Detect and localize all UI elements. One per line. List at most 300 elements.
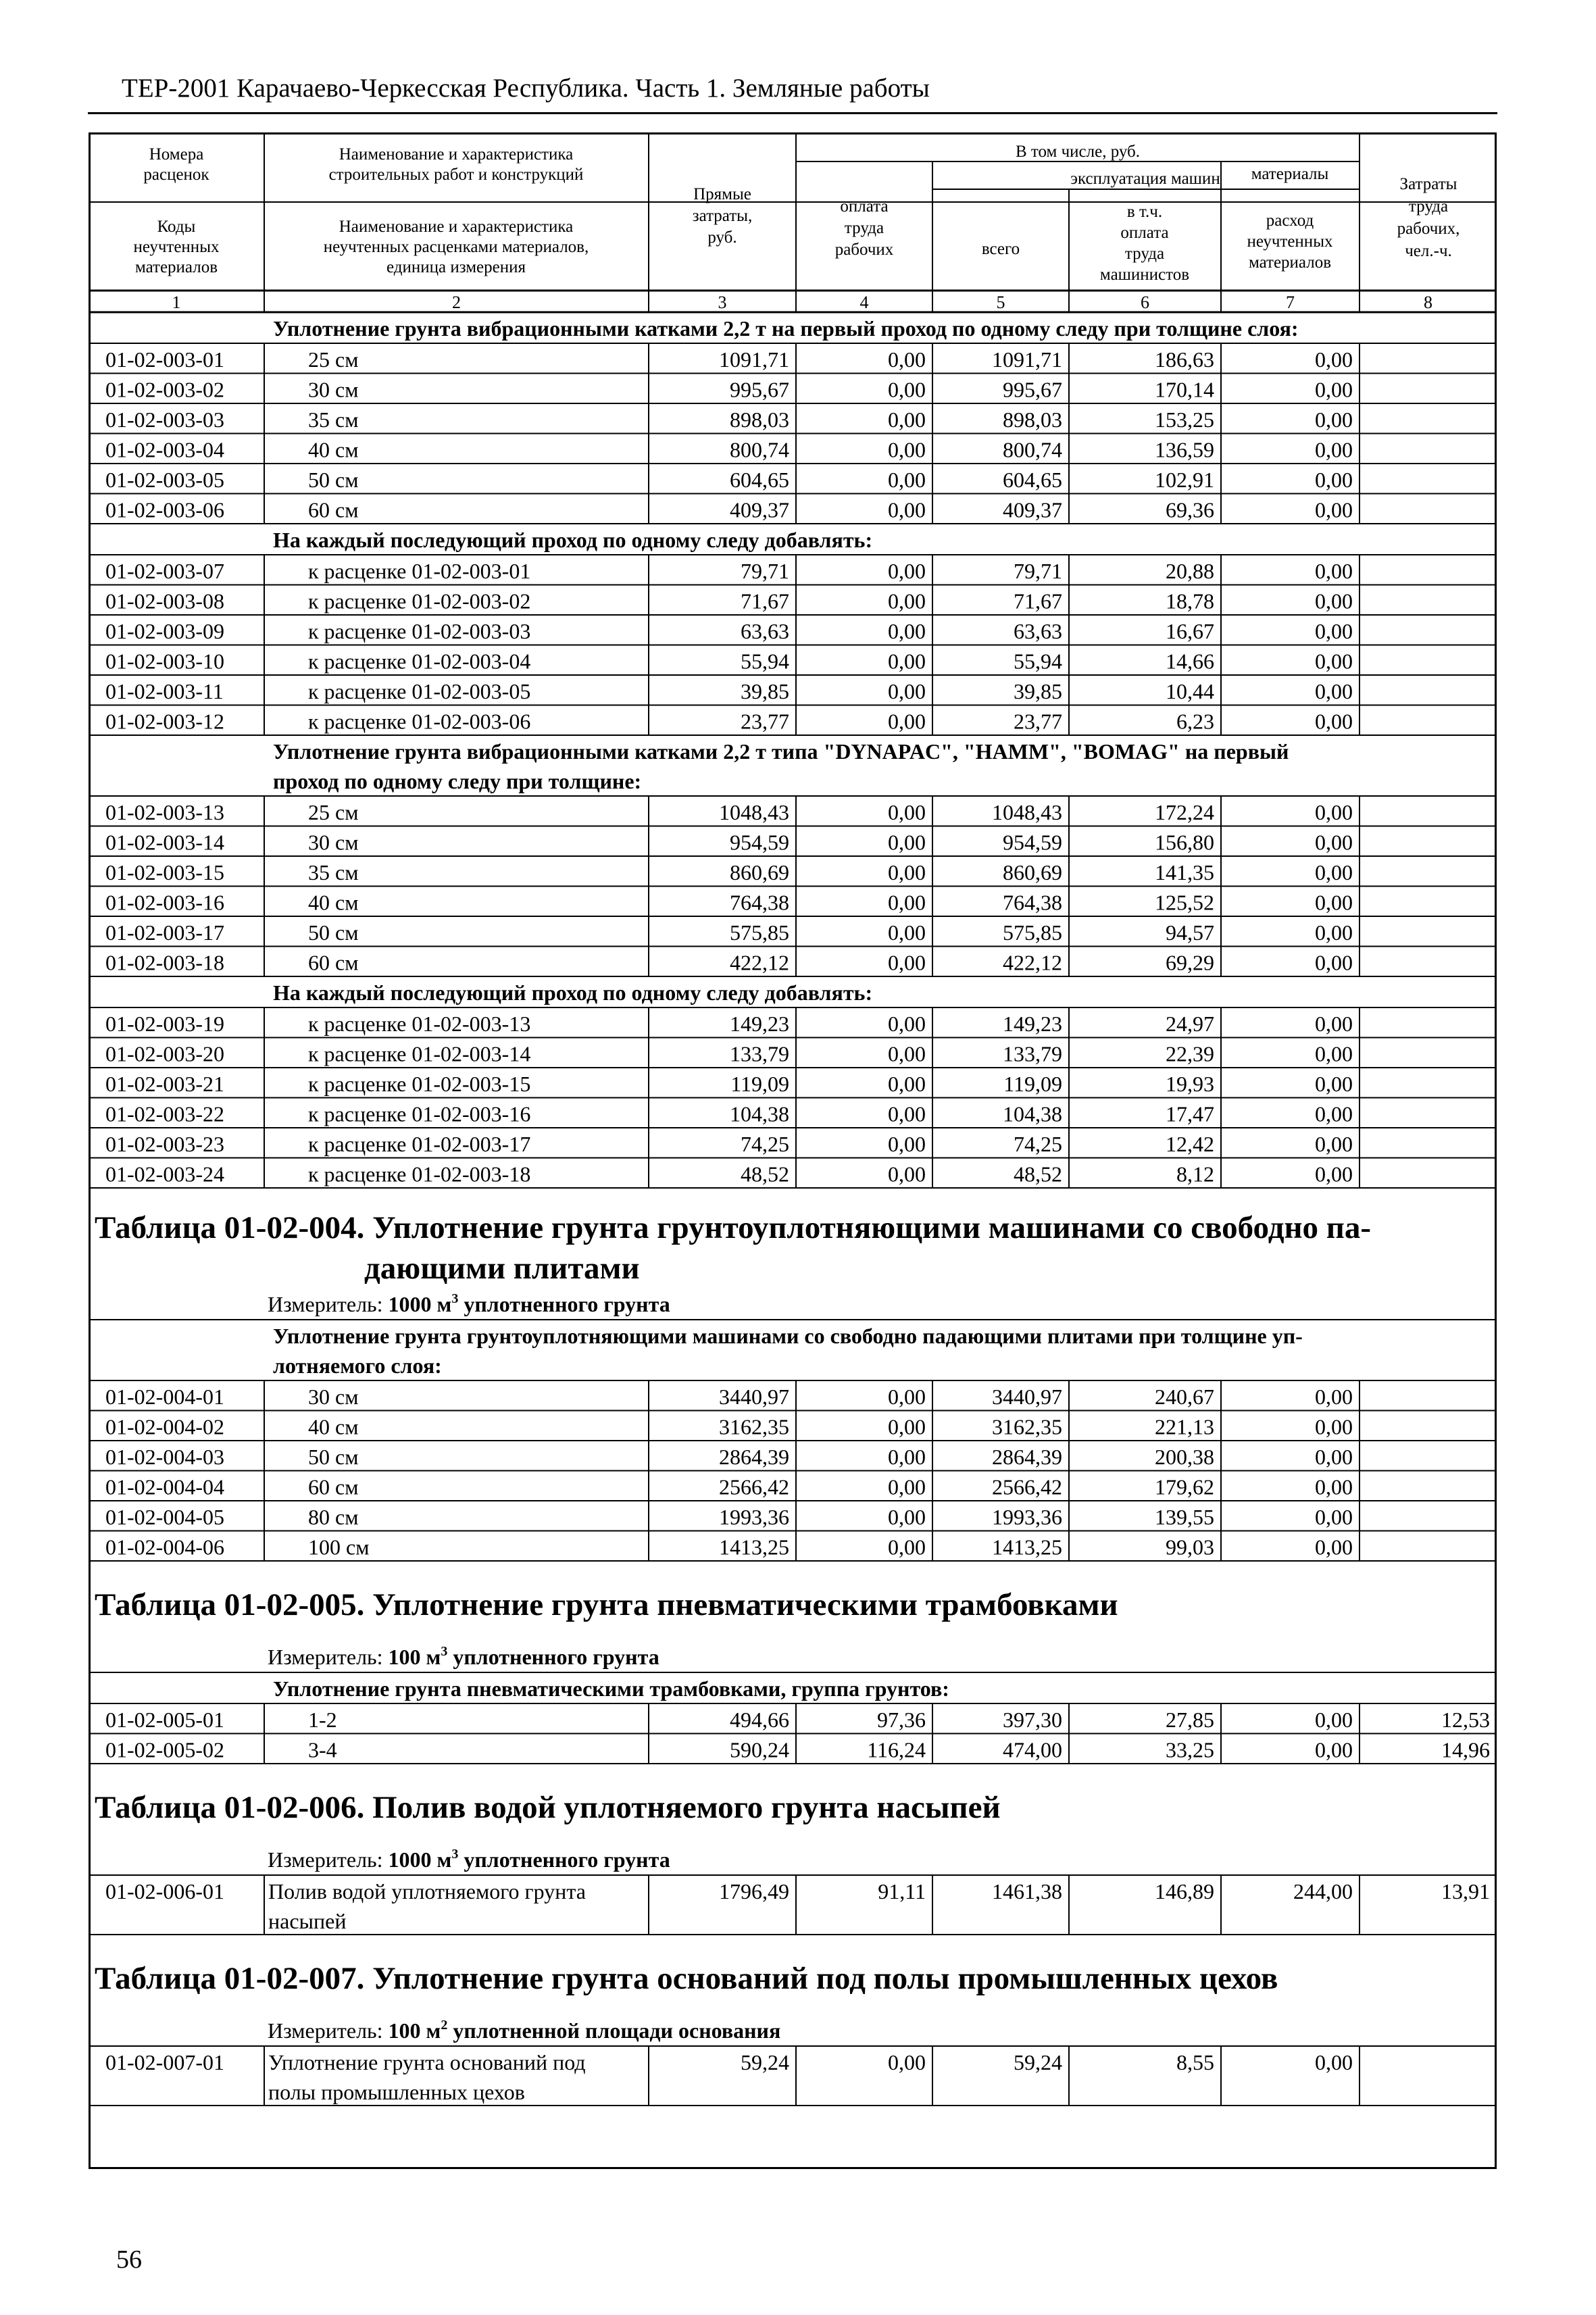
column-header-label: материалов [134,258,218,276]
cell-value: 0,00 [888,1041,926,1066]
rate-description: 3-4 [308,1737,337,1762]
rate-code: 01-02-004-05 [105,1505,224,1529]
cell-value: 19,93 [1166,1072,1214,1096]
table-row [89,615,1497,645]
cell-value: 860,69 [1003,860,1062,885]
cell-value: 55,94 [741,649,789,674]
unit-superscript: 3 [441,1644,448,1659]
cell-value: 146,89 [1155,1879,1214,1903]
column-number: 6 [1141,293,1149,312]
rate-code: 01-02-003-03 [105,407,224,432]
rate-description: к расценке 01-02-003-14 [308,1041,531,1066]
cell-value: 954,59 [1003,830,1062,855]
cell-value: 71,67 [741,589,789,614]
cell-value: 6,23 [1176,709,1214,734]
cell-value: 590,24 [730,1737,789,1762]
cell-value: 0,00 [1315,1505,1353,1529]
rate-description: насыпей [268,1909,347,1933]
rate-description: 60 см [308,950,359,975]
cell-value: 0,00 [888,830,926,855]
cell-value: 0,00 [888,2050,926,2074]
column-header-label: Наименование и характеристика [339,145,574,164]
cell-value: 8,55 [1176,2050,1214,2074]
cell-value: 409,37 [1003,497,1062,522]
column-number: 5 [996,293,1005,312]
unit-suffix: уплотненного грунта [458,1847,670,1872]
cell-value: 0,00 [1315,1535,1353,1560]
cell-value: 0,00 [888,920,926,945]
rate-description: 35 см [308,860,359,885]
cell-value: 1091,71 [719,347,789,372]
section-heading: Уплотнение грунта вибрационными катками 2,2 т типа "DYNAPAC", "HAMM", "BOMAG" на первый [273,739,1289,764]
table-row [89,1038,1497,1068]
rate-description: 25 см [308,800,359,824]
cell-value: 0,00 [888,860,926,885]
table-row [89,1007,1497,1038]
cell-value: 1048,43 [719,800,789,824]
column-header-label: неучтенных расценками материалов, [323,238,589,256]
cell-value: 13,91 [1441,1879,1490,1903]
cell-value: 0,00 [1315,2050,1353,2074]
cell-value: 20,88 [1166,559,1214,583]
cell-value: 1993,36 [719,1505,789,1529]
cell-value: 179,62 [1155,1474,1214,1499]
unit-prefix: Измеритель: [268,2018,389,2043]
unit-superscript: 2 [441,2018,448,2033]
rate-description: 25 см [308,347,359,372]
cell-value: 3162,35 [992,1414,1062,1439]
cell-value: 0,00 [888,468,926,492]
column-header-label: в т.ч. [1126,203,1163,221]
cell-value: 764,38 [1003,890,1062,915]
rate-description: 100 см [308,1535,370,1560]
cell-value: 1796,49 [719,1879,789,1903]
table-row [89,1471,1497,1501]
cell-value: 200,38 [1155,1445,1214,1469]
column-header-label: машинистов [1099,266,1190,284]
cell-value: 74,25 [741,1132,789,1156]
unit-superscript: 3 [451,1847,459,1862]
cell-value: 0,00 [1315,589,1353,614]
rate-description: 80 см [308,1505,359,1529]
cell-value: 104,38 [730,1101,789,1126]
cell-value: 2566,42 [992,1474,1062,1499]
cell-value: 119,09 [730,1072,789,1096]
cell-value: 604,65 [1003,468,1062,492]
rate-description: к расценке 01-02-003-16 [308,1101,531,1126]
cell-value: 1091,71 [992,347,1062,372]
column-header-label: оплата [1120,224,1169,242]
rate-code: 01-02-003-18 [105,950,224,975]
table-row [89,1441,1497,1471]
cell-value: 0,00 [1315,559,1353,583]
rate-code: 01-02-004-03 [105,1445,224,1469]
unit-prefix: Измеритель: [268,1847,389,1872]
column-header-label: труда [1124,245,1165,263]
rate-description: к расценке 01-02-003-03 [308,619,531,643]
table-row [89,1380,1497,1411]
rate-code: 01-02-003-20 [105,1041,224,1066]
cell-value: 27,85 [1166,1708,1214,1732]
rate-description: к расценке 01-02-003-04 [308,649,531,674]
column-header-label: расход [1266,211,1314,230]
rate-code: 01-02-003-19 [105,1012,224,1036]
cell-value: 149,23 [1003,1012,1062,1036]
cell-value: 0,00 [1315,800,1353,824]
cell-value: 422,12 [1003,950,1062,975]
rate-description: к расценке 01-02-003-05 [308,679,531,703]
rate-description: к расценке 01-02-003-06 [308,709,531,734]
cell-value: 48,52 [1014,1162,1062,1187]
cell-value: 3162,35 [719,1414,789,1439]
unit-prefix: Измеритель: [268,1645,389,1669]
rate-code: 01-02-003-06 [105,497,224,522]
column-number: 2 [452,293,461,312]
rate-description: 30 см [308,1385,359,1409]
column-header-label: Наименование и характеристика [339,218,574,236]
cell-value: 170,14 [1155,377,1214,402]
cell-value: 0,00 [888,497,926,522]
cell-value: 91,11 [878,1879,926,1903]
cell-value: 0,00 [888,619,926,643]
section-heading: Уплотнение грунта грунтоуплотняющими машинами со свободно падающими плитами при толщине уп- [273,1324,1303,1348]
cell-value: 575,85 [1003,920,1062,945]
table-row [89,705,1497,736]
cell-value: 898,03 [1003,407,1062,432]
cell-value: 59,24 [1014,2050,1062,2074]
cell-value: 409,37 [730,497,789,522]
cell-value: 133,79 [1003,1041,1062,1066]
column-header-label: всего [981,240,1020,258]
cell-value: 23,77 [741,709,789,734]
rate-description: 40 см [308,1414,359,1439]
unit-value: 1000 м [388,1292,452,1316]
rate-code: 01-02-003-11 [105,679,224,703]
cell-value: 0,00 [888,1101,926,1126]
column-header-label: материалы [1251,165,1329,183]
table-row [89,796,1497,826]
table-row [89,1531,1497,1562]
cell-value: 422,12 [730,950,789,975]
unit-measure [268,1847,670,1872]
column-number: 4 [859,293,869,312]
cell-value: 0,00 [888,709,926,734]
cell-value: 0,00 [1315,377,1353,402]
unit-suffix: уплотненного грунта [458,1292,670,1316]
column-header-label: В том числе, руб. [1015,143,1141,161]
cell-value: 1461,38 [992,1879,1062,1903]
rate-code: 01-02-004-02 [105,1414,224,1439]
cell-value: 69,29 [1166,950,1214,975]
cell-value: 0,00 [1315,1414,1353,1439]
unit-measure [268,2018,780,2043]
cell-value: 0,00 [888,1505,926,1529]
cell-value: 0,00 [1315,920,1353,945]
rate-description: полы промышленных цехов [268,2080,525,2104]
table-row [89,887,1497,917]
unit-value: 1000 м [388,1847,452,1872]
column-header-label: труда [844,219,884,237]
cell-value: 0,00 [888,1072,926,1096]
cell-value: 0,00 [888,347,926,372]
cell-value: 604,65 [730,468,789,492]
column-number: 7 [1286,293,1295,312]
cell-value: 79,71 [741,559,789,583]
cell-value: 0,00 [1315,1132,1353,1156]
unit-value: 100 м [388,1645,441,1669]
cell-value: 397,30 [1003,1708,1062,1732]
cell-value: 0,00 [1315,649,1353,674]
column-number: 3 [718,293,727,312]
cell-value: 0,00 [888,890,926,915]
cell-value: 16,67 [1166,619,1214,643]
cell-value: 0,00 [1315,1737,1353,1762]
cell-value: 3440,97 [719,1385,789,1409]
cell-value: 24,97 [1166,1012,1214,1036]
column-number: 8 [1424,293,1432,312]
cell-value: 8,12 [1176,1162,1214,1187]
table-row [89,464,1497,494]
cell-value: 221,13 [1155,1414,1214,1439]
cell-value: 0,00 [888,377,926,402]
cell-value: 1048,43 [992,800,1062,824]
unit-superscript: 3 [451,1291,459,1306]
cell-value: 48,52 [741,1162,789,1187]
table-row [89,675,1497,705]
column-header-label: рабочих, [1397,220,1460,238]
table-row [89,826,1497,857]
rate-code: 01-02-003-04 [105,437,224,462]
table-row [89,585,1497,616]
cell-value: 153,25 [1155,407,1214,432]
cell-value: 71,67 [1014,589,1062,614]
cell-value: 0,00 [888,1474,926,1499]
cell-value: 0,00 [1315,1101,1353,1126]
cell-value: 0,00 [1315,679,1353,703]
table-row [89,916,1497,947]
running-header: ТЕР-2001 Карачаево-Черкесская Республика. Часть 1. Земляные работы [122,74,930,103]
unit-suffix: уплотненного грунта [447,1645,659,1669]
cell-value: 1413,25 [719,1535,789,1560]
rate-description: к расценке 01-02-003-01 [308,559,531,583]
cell-value: 0,00 [1315,1474,1353,1499]
section-heading: Уплотнение грунта вибрационными катками 2,2 т на первый проход по одному следу при толщине слоя: [273,316,1299,341]
cell-value: 0,00 [888,1162,926,1187]
table-row [89,403,1497,434]
cell-value: 898,03 [730,407,789,432]
table-row [89,947,1497,977]
cell-value: 63,63 [1014,619,1062,643]
rate-code: 01-02-006-01 [105,1879,224,1903]
rate-code: 01-02-003-15 [105,860,224,885]
cell-value: 55,94 [1014,649,1062,674]
unit-prefix: Измеритель: [268,1292,389,1316]
column-header-label: затраты, [692,207,753,225]
column-number: 1 [172,293,181,312]
rate-description: 50 см [308,920,359,945]
section-heading: На каждый последующий проход по одному следу добавлять: [273,528,873,552]
column-header-label: рабочих [834,241,894,259]
cell-value: 954,59 [730,830,789,855]
rate-code: 01-02-003-14 [105,830,224,855]
column-header-label: Номера [149,145,204,164]
cell-value: 0,00 [1315,1708,1353,1732]
cell-value: 995,67 [730,377,789,402]
column-header-label: оплата [840,197,889,216]
column-header-label: руб. [707,228,737,247]
rate-code: 01-02-004-06 [105,1535,224,1560]
cell-value: 0,00 [1315,1162,1353,1187]
cell-value: 494,66 [730,1708,789,1732]
cell-value: 136,59 [1155,437,1214,462]
rate-code: 01-02-003-16 [105,890,224,915]
cell-value: 0,00 [888,559,926,583]
rate-code: 01-02-005-02 [105,1737,224,1762]
rate-code: 01-02-003-12 [105,709,224,734]
cell-value: 12,53 [1441,1708,1490,1732]
cell-value: 0,00 [1315,497,1353,522]
cell-value: 18,78 [1166,589,1214,614]
section-heading: проход по одному следу при толщине: [273,769,642,793]
rate-code: 01-02-005-01 [105,1708,224,1732]
table-row [89,645,1497,676]
column-header-label: Затраты [1399,175,1457,193]
table-row [89,1501,1497,1531]
rate-description: 30 см [308,377,359,402]
page-number: 56 [116,2245,142,2274]
cell-value: 149,23 [730,1012,789,1036]
cell-value: 0,00 [1315,437,1353,462]
cell-value: 125,52 [1155,890,1214,915]
cell-value: 0,00 [888,1012,926,1036]
cell-value: 0,00 [888,1414,926,1439]
column-header-label: единица измерения [386,258,526,276]
column-header-label: эксплуатация машин [1070,170,1220,188]
cell-value: 2864,39 [992,1445,1062,1469]
cell-value: 63,63 [741,619,789,643]
cell-value: 59,24 [741,2050,789,2074]
rate-code: 01-02-003-17 [105,920,224,945]
cell-value: 94,57 [1166,920,1214,945]
cell-value: 0,00 [1315,619,1353,643]
unit-measure [268,1291,670,1316]
cell-value: 0,00 [888,800,926,824]
rate-description: 35 см [308,407,359,432]
cell-value: 1993,36 [992,1505,1062,1529]
section-heading: лотняемого слоя: [273,1353,442,1378]
rate-code: 01-02-003-13 [105,800,224,824]
table-row [89,1128,1497,1158]
table-row [89,1703,1497,1734]
cell-value: 0,00 [1315,709,1353,734]
rate-code: 01-02-004-04 [105,1474,224,1499]
table-title: Таблица 01-02-006. Полив водой уплотняемого грунта насыпей [95,1790,1001,1825]
cell-value: 0,00 [1315,890,1353,915]
table-title: дающими плитами [364,1251,640,1286]
cell-value: 133,79 [730,1041,789,1066]
rate-code: 01-02-003-21 [105,1072,224,1096]
cell-value: 14,96 [1441,1737,1490,1762]
cell-value: 474,00 [1003,1737,1062,1762]
cell-value: 0,00 [1315,1012,1353,1036]
rate-description: 50 см [308,468,359,492]
cell-value: 23,77 [1014,709,1062,734]
column-header-label: строительных работ и конструкций [328,166,584,184]
cell-value: 0,00 [1315,1041,1353,1066]
cell-value: 2864,39 [719,1445,789,1469]
cell-value: 139,55 [1155,1505,1214,1529]
cell-value: 0,00 [1315,1072,1353,1096]
cell-value: 119,09 [1003,1072,1062,1096]
cell-value: 69,36 [1166,497,1214,522]
cell-value: 240,67 [1155,1385,1214,1409]
cell-value: 0,00 [888,1132,926,1156]
cell-value: 99,03 [1166,1535,1214,1560]
cell-value: 995,67 [1003,377,1062,402]
cell-value: 186,63 [1155,347,1214,372]
unit-measure [268,1644,659,1669]
cell-value: 141,35 [1155,860,1214,885]
cell-value: 0,00 [888,649,926,674]
cell-value: 0,00 [1315,950,1353,975]
cell-value: 79,71 [1014,559,1062,583]
rate-code: 01-02-003-22 [105,1101,224,1126]
cell-value: 0,00 [888,1445,926,1469]
table-title: Таблица 01-02-004. Уплотнение грунта грунтоуплотняющими машинами со свободно па- [95,1210,1372,1245]
cell-value: 116,24 [867,1737,926,1762]
table-row [89,494,1497,524]
cell-value: 244,00 [1293,1879,1353,1903]
cell-value: 0,00 [1315,1385,1353,1409]
column-header-label: неучтенных [133,238,220,256]
table-row [89,434,1497,464]
table-row [89,374,1497,404]
table-row [89,1098,1497,1128]
rate-description: к расценке 01-02-003-18 [308,1162,531,1187]
table-row [89,343,1497,374]
cell-value: 0,00 [1315,1445,1353,1469]
cell-value: 3440,97 [992,1385,1062,1409]
table-title: Таблица 01-02-007. Уплотнение грунта оснований под полы промышленных цехов [95,1961,1278,1996]
cell-value: 102,91 [1155,468,1214,492]
rate-code: 01-02-004-01 [105,1385,224,1409]
cell-value: 17,47 [1166,1101,1214,1126]
rate-code: 01-02-003-10 [105,649,224,674]
table-row [89,1411,1497,1441]
rate-code: 01-02-003-08 [105,589,224,614]
column-header-label: расценок [143,166,209,184]
cell-value: 156,80 [1155,830,1214,855]
cell-value: 104,38 [1003,1101,1062,1126]
cell-value: 0,00 [1315,860,1353,885]
cell-value: 39,85 [1014,679,1062,703]
cell-value: 14,66 [1166,649,1214,674]
cell-value: 74,25 [1014,1132,1062,1156]
cell-value: 860,69 [730,860,789,885]
rate-description: к расценке 01-02-003-15 [308,1072,531,1096]
table-row [89,555,1497,585]
rate-description: к расценке 01-02-003-17 [308,1132,531,1156]
rate-description: 40 см [308,890,359,915]
column-header-label: неучтенных [1247,232,1333,251]
rate-description: 50 см [308,1445,359,1469]
rate-description: к расценке 01-02-003-13 [308,1012,531,1036]
rate-description: к расценке 01-02-003-02 [308,589,531,614]
rate-description: Уплотнение грунта оснований под [268,2050,586,2074]
unit-suffix: уплотненной площади основания [447,2018,781,2043]
cell-value: 39,85 [741,679,789,703]
cell-value: 0,00 [888,407,926,432]
